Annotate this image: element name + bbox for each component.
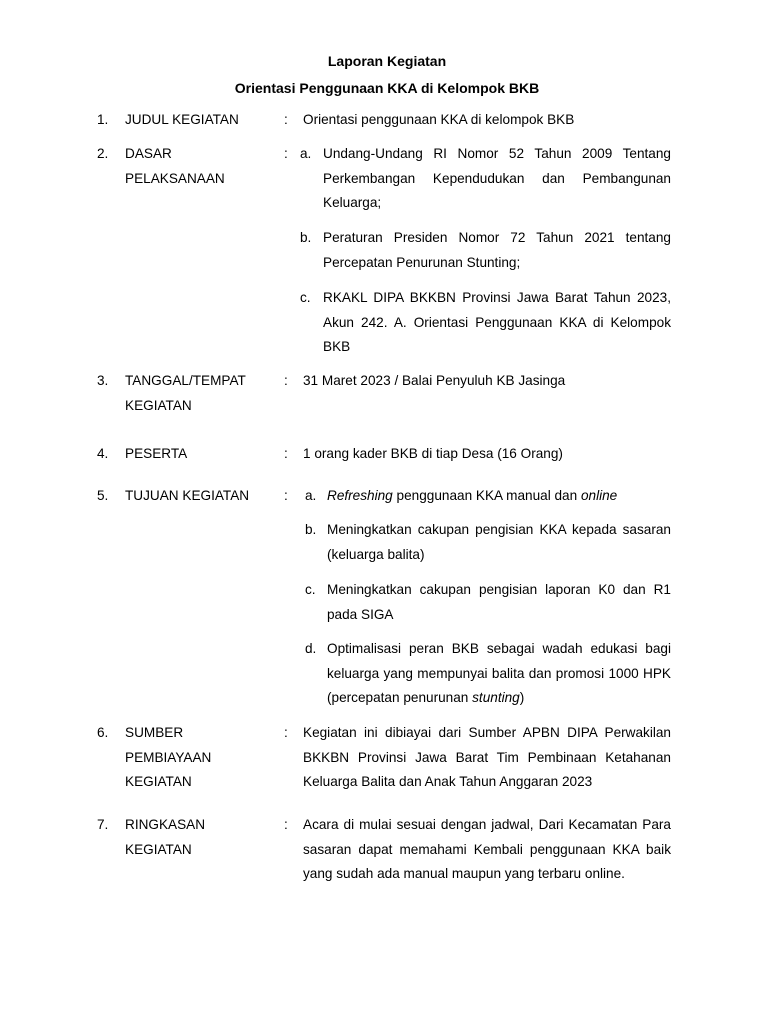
list-text-part: Optimalisasi peran BKB sebagai wadah edukasi bagi keluarga yang mempunyai balita dan promosi 1000 HPK (percepatan penurunan: [327, 641, 671, 705]
section-label: TUJUAN KEGIATAN: [125, 488, 250, 503]
section-number: 1.: [97, 112, 109, 127]
list-text: RKAKL DIPA BKKBN Provinsi Jawa Barat Tahun 2023, Akun 242. A. Orientasi Penggunaan KKA di Kelompok BKB: [323, 290, 671, 354]
section-colon: :: [284, 488, 288, 503]
section-label: PESERTA: [125, 446, 188, 461]
section-number: 5.: [97, 488, 109, 503]
list-text-part: ): [519, 690, 525, 705]
list-text: [327, 637, 671, 711]
section-value: Acara di mulai sesuai dengan jadwal, Dari Kecamatan Para sasaran dapat memahami Kembali penggunaan KKA baik yang sudah ada manual maupun yang terbaru online.: [303, 817, 671, 881]
report-subtitle: Orientasi Penggunaan KKA di Kelompok BKB: [234, 80, 540, 96]
section-value: 1 orang kader BKB di tiap Desa (16 Orang): [303, 446, 563, 461]
section-label: JUDUL KEGIATAN: [125, 112, 239, 127]
list-text-part: penggunaan KKA manual dan: [392, 488, 581, 503]
section-colon: :: [284, 817, 288, 832]
list-marker: b.: [305, 522, 317, 537]
list-marker: c.: [300, 290, 311, 305]
section-value: 31 Maret 2023 / Balai Penyuluh KB Jasinga: [303, 373, 566, 388]
list-marker: a.: [305, 488, 317, 503]
section-colon: :: [284, 373, 288, 388]
section-value: Orientasi penggunaan KKA di kelompok BKB: [303, 112, 575, 127]
section-colon: :: [284, 112, 288, 127]
list-marker: c.: [305, 582, 316, 597]
section-number: 3.: [97, 373, 109, 388]
section-colon: :: [284, 146, 288, 161]
list-text: Peraturan Presiden Nomor 72 Tahun 2021 tentang Percepatan Penurunan Stunting;: [323, 230, 671, 270]
list-marker: d.: [305, 641, 317, 656]
section-label: SUMBER PEMBIAYAAN KEGIATAN: [125, 725, 212, 789]
list-text: Meningkatkan cakupan pengisian KKA kepada sasaran (keluarga balita): [327, 522, 671, 562]
section-number: 6.: [97, 725, 109, 740]
italic-term: Refreshing: [327, 488, 393, 503]
section-colon: :: [284, 446, 288, 461]
report-title: Laporan Kegiatan: [327, 53, 447, 69]
section-number: 7.: [97, 817, 109, 832]
section-colon: :: [284, 725, 288, 740]
list-marker: a.: [300, 146, 312, 161]
section-label: TANGGAL/TEMPAT KEGIATAN: [125, 373, 246, 413]
section-label: DASAR PELAKSANAAN: [125, 146, 225, 186]
italic-term: stunting: [472, 690, 520, 705]
italic-term: online: [580, 488, 618, 503]
section-number: 4.: [97, 446, 109, 461]
list-text: Meningkatkan cakupan pengisian laporan K0 dan R1 pada SIGA: [327, 582, 671, 622]
section-value: Kegiatan ini dibiayai dari Sumber APBN DIPA Perwakilan BKKBN Provinsi Jawa Barat Tim Pembinaan Ketahanan Keluarga Balita dan Anak Tahun Anggaran 2023: [303, 725, 671, 789]
list-text: [327, 484, 671, 509]
list-text: Undang-Undang RI Nomor 52 Tahun 2009 Tentang Perkembangan Kependudukan dan Pembangunan Keluarga;: [323, 146, 671, 210]
section-number: 2.: [97, 146, 109, 161]
list-marker: b.: [300, 230, 312, 245]
section-label: RINGKASAN KEGIATAN: [125, 817, 206, 857]
